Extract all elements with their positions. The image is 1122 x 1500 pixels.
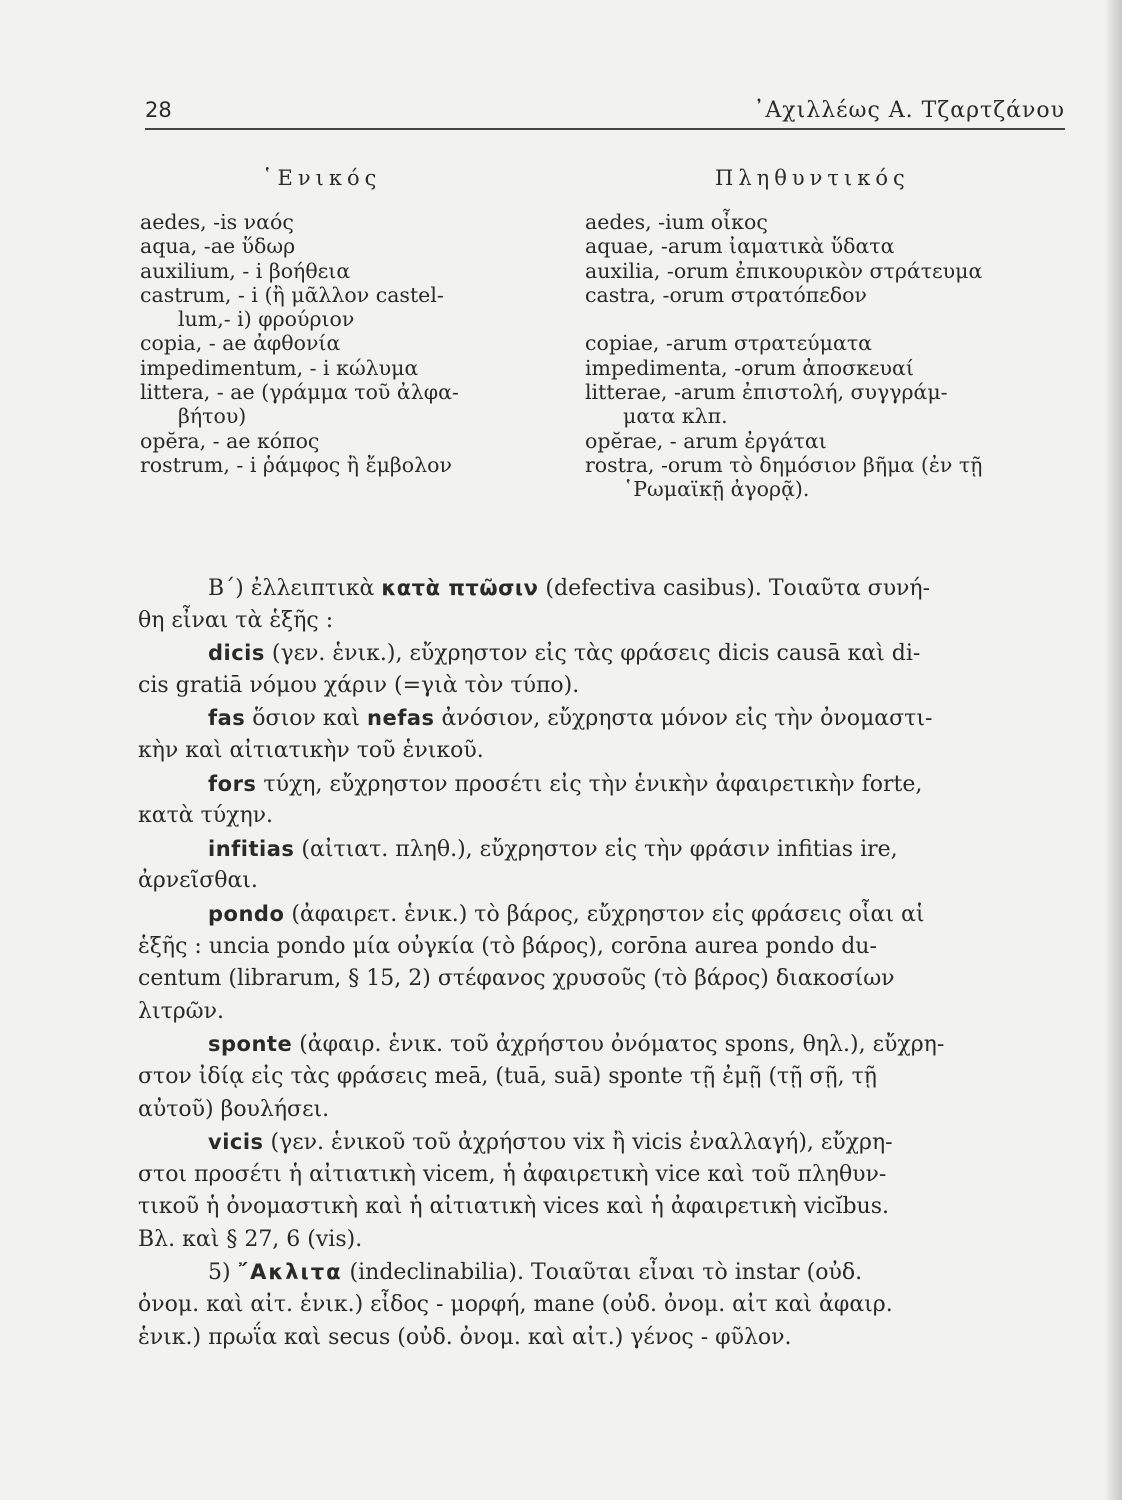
- plural-entry: impedimenta, -orum ἀποσκευαί: [585, 355, 914, 380]
- page-number: 28: [145, 98, 172, 122]
- bold-term: vicis: [208, 1130, 264, 1155]
- bold-term: nefas: [367, 706, 435, 731]
- text-line: [138, 1126, 1068, 1159]
- text-line: [138, 768, 1068, 801]
- text-line: ἑνικ.) πρωΐα καὶ secus (οὐδ. ὀνομ. καὶ αἰτ.) γένος - φῦλον.: [138, 1324, 792, 1350]
- plural-entry: ματα κλπ.: [623, 404, 728, 429]
- plural-entry: opĕrae, - arum ἐργάται: [585, 428, 827, 453]
- singular-entry: castrum, - i (ἢ μᾶλλον castel-: [140, 282, 444, 307]
- text-line: [138, 833, 1068, 866]
- text: 5): [208, 1260, 238, 1286]
- page-header: [145, 98, 1065, 128]
- bold-term: sponte: [208, 1032, 293, 1057]
- singular-entry: rostrum, - i ῥάμφος ἢ ἔμβολον: [140, 452, 452, 477]
- singular-entry: auxilium, - i βοήθεια: [140, 258, 351, 283]
- singular-entry: aedes, -is ναός: [140, 210, 294, 234]
- text: Β΄) ἐλλειπτικὰ: [208, 576, 382, 601]
- singular-entry: βήτου): [178, 404, 247, 429]
- text-line: κὴν καὶ αἰτιατικὴν τοῦ ἑνικοῦ.: [138, 737, 484, 763]
- text-line: [138, 572, 1068, 605]
- bold-term: fors: [208, 771, 257, 796]
- text-line: ἑξῆς : uncia pondo μία οὐγκία (τὸ βάρος), corōna aurea pondo du-: [138, 933, 877, 959]
- plural-entry: auxilia, -orum ἐπικουρικὸν στράτευμα: [585, 258, 983, 283]
- text-line: κατὰ τύχην.: [138, 803, 274, 829]
- plural-entry: ῾Ρωμαϊκῇ ἀγορᾷ).: [623, 477, 810, 502]
- header-rule: [145, 128, 1065, 130]
- plural-entry: copiae, -arum στρατεύματα: [585, 331, 872, 356]
- text-line: ἀρνεῖσθαι.: [138, 868, 258, 894]
- singular-entry: lum,- i) φρούριον: [178, 307, 355, 332]
- text: (defectiva casibus). Τοιαῦτα συνή-: [538, 576, 931, 601]
- text-line: τικοῦ ἡ ὀνομαστικὴ καὶ ἡ αἰτιατικὴ vices καὶ ἡ ἀφαιρετικὴ vicĭbus.: [138, 1194, 889, 1220]
- text-line: cis gratiā νόμου χάριν (=γιὰ τὸν τύπο).: [138, 672, 580, 698]
- plural-column-heading: Πληθυντικός: [715, 166, 910, 190]
- plural-entry: castra, -orum στρατόπεδον: [585, 282, 867, 307]
- bold-term: dicis: [208, 641, 265, 666]
- singular-entry: opĕra, - ae κόπος: [140, 428, 320, 453]
- text-line: θη εἶναι τὰ ἑξῆς :: [138, 607, 334, 633]
- singular-column-heading: ῾Ενικός: [262, 166, 382, 190]
- bold-term: fas: [208, 706, 246, 731]
- text-line: στον ἰδίᾳ εἰς τὰς φράσεις meā, (tuā, suā) sponte τῇ ἐμῇ (τῇ σῇ, τῇ: [138, 1063, 877, 1089]
- singular-entry: copia, - ae ἀφθονία: [140, 331, 341, 356]
- text: (αἰτιατ. πληθ.), εὔχρηστον εἰς τὴν φράσιν infitias ire,: [294, 836, 898, 862]
- text-line: αὐτοῦ) βουλήσει.: [138, 1096, 330, 1122]
- text-line: [138, 1028, 1068, 1061]
- bold-term: pondo: [208, 901, 285, 926]
- text-line: [138, 898, 1068, 931]
- text: (γεν. ἑνικ.), εὔχρηστον εἰς τὰς φράσεις dicis causā καὶ di-: [264, 641, 921, 667]
- bold-term: infitias: [208, 836, 295, 861]
- plural-entry: aquae, -arum ἰαματικὰ ὕδατα: [585, 234, 895, 259]
- text-line: Βλ. καὶ § 27, 6 (vis).: [138, 1226, 363, 1252]
- plural-column: [585, 210, 1075, 502]
- text: ἀνόσιον, εὔχρηστα μόνον εἰς τὴν ὀνομαστι-: [434, 706, 933, 732]
- text-line: λιτρῶν.: [138, 998, 224, 1024]
- bold-term: ῎Ακλιτα: [237, 1260, 343, 1285]
- singular-entry: aqua, -ae ὕδωρ: [140, 234, 296, 259]
- running-head: ᾿Αχιλλέως Α. Τζαρτζάνου: [753, 98, 1065, 123]
- plural-entry: rostra, -orum τὸ δημόσιον βῆμα (ἐν τῇ: [585, 452, 983, 477]
- page-edge-shadow: [1104, 0, 1122, 1500]
- text: (ἀφαιρετ. ἑνικ.) τὸ βάρος, εὔχρηστον εἰς φράσεις οἷαι αἱ: [284, 901, 925, 927]
- bold-term: κατὰ πτῶσιν: [381, 576, 539, 600]
- text: (γεν. ἑνικοῦ τοῦ ἀχρήστου vix ἢ vicis ἐναλλαγή), εὔχρη-: [263, 1130, 893, 1156]
- text-line: [138, 1256, 1068, 1289]
- text: (ἀφαιρ. ἑνικ. τοῦ ἀχρήστου ὀνόματος spons, θηλ.), εὔχρη-: [292, 1032, 945, 1058]
- text-line: [138, 702, 1068, 735]
- text-line: στοι προσέτι ἡ αἰτιατικὴ vicem, ἡ ἀφαιρετικὴ vice καὶ τοῦ πληθυν-: [138, 1161, 887, 1187]
- plural-entry: aedes, -ium οἶκος: [585, 210, 768, 234]
- text-line: ὀνομ. καὶ αἰτ. ἑνικ.) εἶδος - μορφή, mane (οὐδ. ὀνομ. αἰτ καὶ ἀφαιρ.: [138, 1292, 893, 1318]
- text-line: centum (librarum, § 15, 2) στέφανος χρυσοῦς (τὸ βάρος) διακοσίων: [138, 966, 895, 992]
- plural-entry: litterae, -arum ἐπιστολή, συγγράμ-: [585, 380, 948, 405]
- text: (indeclinabilia). Τοιαῦται εἶναι τὸ instar (οὐδ.: [342, 1260, 863, 1286]
- column-spacer: [585, 307, 1075, 331]
- singular-entry: littera, - ae (γράμμα τοῦ ἀλφα-: [140, 380, 459, 405]
- text: τύχη, εὔχρηστον προσέτι εἰς τὴν ἑνικὴν ἀφαιρετικὴν forte,: [256, 771, 923, 797]
- body-text: [138, 572, 1068, 1354]
- text: ὅσιον καὶ: [245, 706, 368, 732]
- text-line: [138, 637, 1068, 670]
- singular-entry: impedimentum, - i κώλυμα: [140, 355, 419, 380]
- singular-column: [140, 210, 520, 477]
